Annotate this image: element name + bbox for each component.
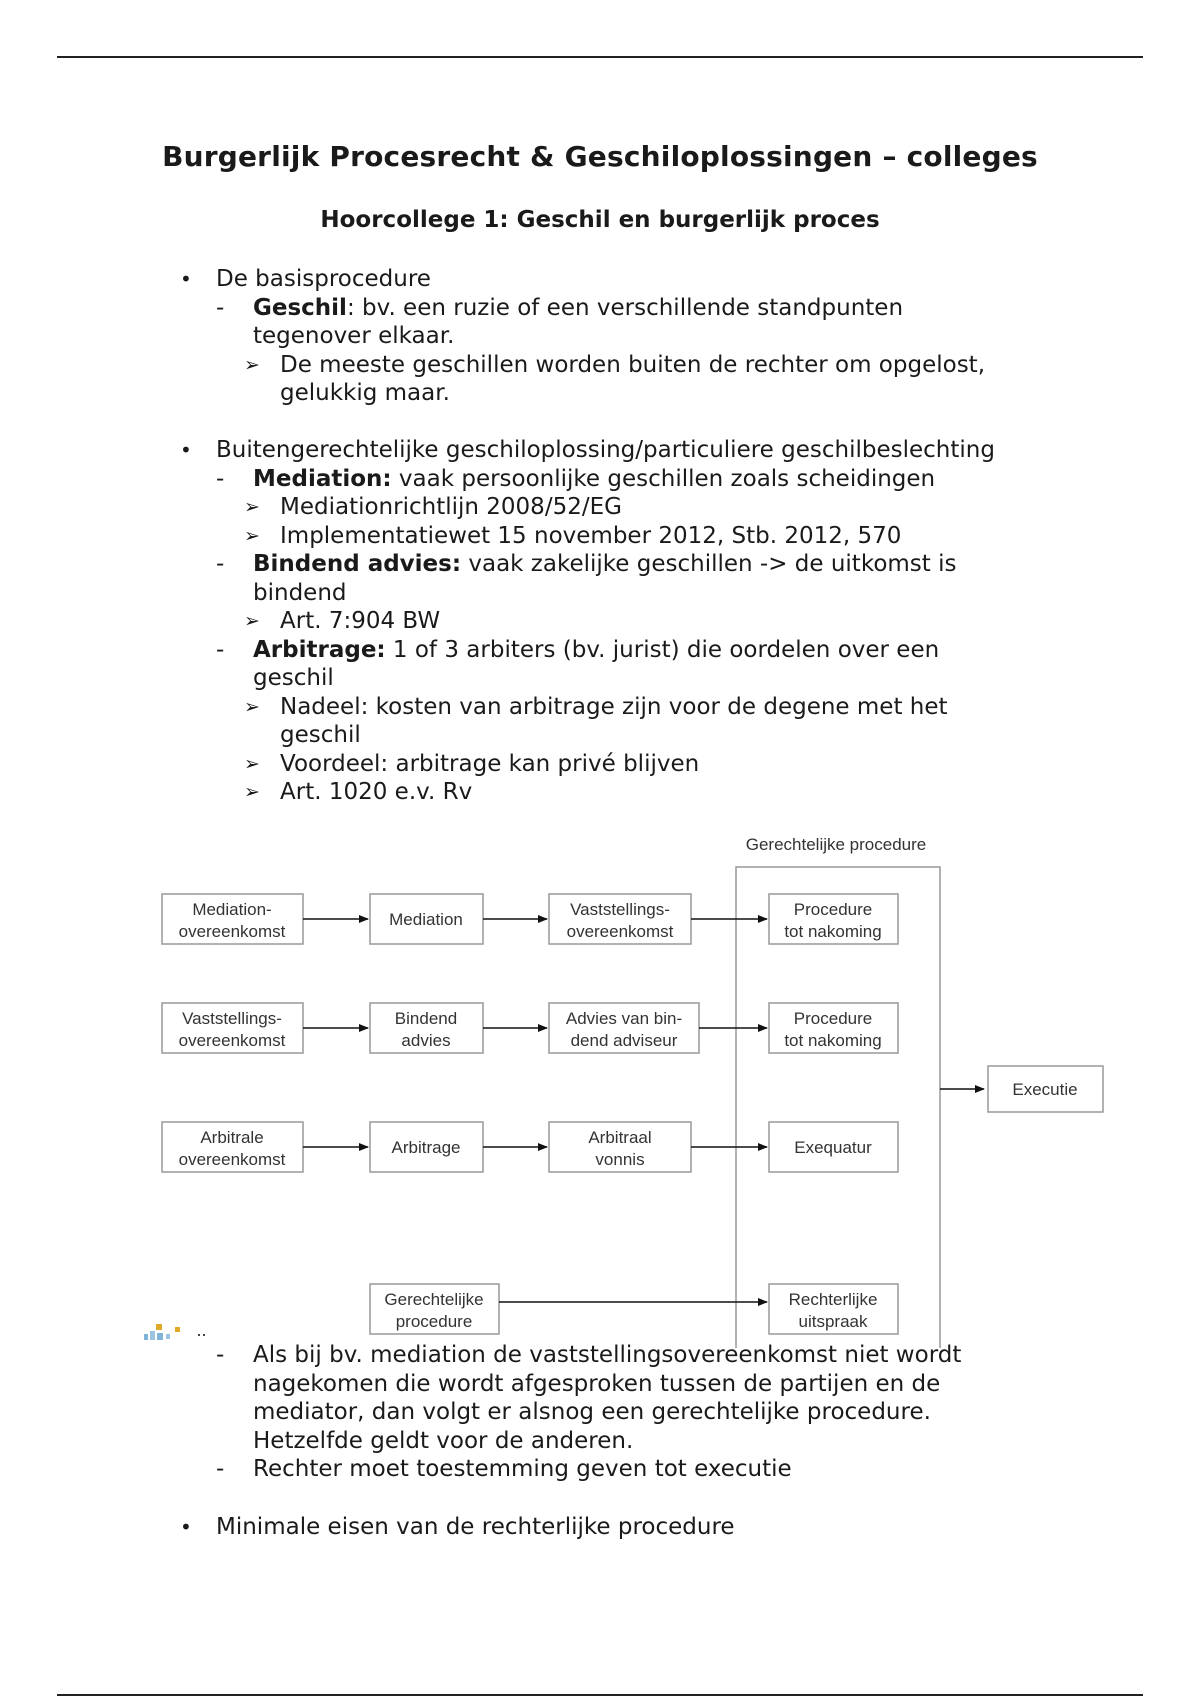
bullet-marker: • (180, 1515, 192, 1539)
svg-text:Exequatur: Exequatur (794, 1138, 872, 1157)
bullet-marker: • (180, 267, 192, 291)
bullet-text: De basisprocedure (216, 266, 431, 292)
definition-text: : bv. een ruzie of een verschillende standpunten (346, 294, 904, 321)
node-vaststellingsovereenkomst-start (162, 1003, 303, 1053)
node-bindend-advies (370, 1003, 483, 1053)
svg-text:Rechterlijke: Rechterlijke (788, 1290, 878, 1309)
svg-text:Advies van bin-: Advies van bin- (565, 1009, 683, 1028)
svg-text:advies: advies (401, 1031, 451, 1050)
list-item (0, 550, 1200, 579)
arrow-marker: ➢ (244, 353, 260, 376)
note-text: Als bij bv. mediation de vaststellingsovereenkomst niet wordt (253, 1342, 962, 1368)
node-arbitrale-overeenkomst (162, 1122, 303, 1172)
definition-text: vaak zakelijke geschillen -> de uitkomst is (461, 551, 957, 577)
node-arbitraal-vonnis (549, 1122, 691, 1172)
dash-marker: - (216, 465, 225, 492)
list-item-continuation (0, 1398, 1200, 1427)
node-vaststellingsovereenkomst (549, 894, 691, 944)
sub-text: Mediationrichtlijn 2008/52/EG (280, 494, 622, 520)
bottom-rule (57, 1694, 1143, 1696)
node-advies-bindend-adviseur (549, 1003, 699, 1053)
svg-text:vonnis: vonnis (595, 1150, 645, 1169)
list-item-continuation (0, 379, 1200, 408)
group-label-gerechtelijke-procedure: Gerechtelijke procedure (745, 835, 927, 854)
svg-text:tot nakoming: tot nakoming (784, 922, 882, 941)
node-rechterlijke-uitspraak (769, 1284, 898, 1334)
arrow-marker: ➢ (244, 496, 260, 518)
arrow-marker: ➢ (244, 695, 260, 718)
svg-text:Vaststellings-: Vaststellings- (182, 1009, 282, 1028)
node-exequatur (769, 1122, 898, 1172)
section-buitengerechtelijk (0, 436, 1200, 807)
list-item-continuation (0, 721, 1200, 750)
svg-text:overeenkomst: overeenkomst (178, 1031, 286, 1050)
arrow-marker: ➢ (244, 610, 260, 632)
dash-marker: - (216, 1342, 225, 1368)
sub-text: Art. 7:904 BW (280, 608, 441, 634)
sub-text: geschil (280, 722, 361, 748)
svg-text:tot nakoming: tot nakoming (784, 1031, 882, 1050)
node-gerechtelijke-procedure (370, 1284, 499, 1334)
node-mediation-overeenkomst (162, 894, 303, 944)
list-item (0, 1455, 1200, 1484)
node-procedure-tot-nakoming-2 (769, 1003, 898, 1053)
dash-marker: - (216, 1456, 225, 1482)
list-item (0, 436, 1200, 465)
svg-text:overeenkomst: overeenkomst (566, 922, 674, 941)
term-arbitrage: Arbitrage: (253, 636, 386, 663)
list-item (0, 351, 1200, 380)
note-text: nagekomen die wordt afgesproken tussen de partijen en de (253, 1370, 941, 1397)
term-mediation: Mediation: (253, 465, 392, 492)
note-text: Hetzelfde geldt voor de anderen. (253, 1427, 634, 1454)
definition-text: vaak persoonlijke geschillen zoals scheidingen (391, 465, 936, 492)
definition-text: 1 of 3 arbiters (bv. jurist) die oordelen over een (385, 636, 940, 663)
note-text: mediator, dan volgt er alsnog een gerechtelijke procedure. (253, 1399, 931, 1425)
list-item-continuation (0, 1370, 1200, 1399)
list-item (0, 1341, 1200, 1370)
dash-marker: - (216, 551, 225, 577)
sub-text: gelukkig maar. (280, 380, 450, 406)
definition-text: tegenover elkaar. (253, 323, 455, 349)
list-item (0, 493, 1200, 522)
definition-text: bindend (253, 579, 347, 606)
svg-text:dend adviseur: dend adviseur (570, 1031, 678, 1050)
list-item (0, 1513, 1200, 1542)
list-item-continuation (0, 1427, 1200, 1456)
bullet-text: Buitengerechtelijke geschiloplossing/particuliere geschilbeslechting (216, 437, 995, 463)
list-item (0, 750, 1200, 779)
svg-text:procedure: procedure (395, 1312, 473, 1331)
node-mediation (370, 894, 483, 944)
arrow-marker: ➢ (244, 781, 260, 803)
list-item (0, 636, 1200, 665)
dash-marker: - (216, 636, 225, 663)
node-procedure-tot-nakoming (769, 894, 898, 944)
svg-text:overeenkomst: overeenkomst (178, 1150, 286, 1169)
list-item-continuation (0, 579, 1200, 608)
svg-text:Arbitrale: Arbitrale (200, 1128, 264, 1147)
sub-text: Voordeel: arbitrage kan privé blijven (280, 750, 700, 777)
svg-text:Mediation: Mediation (389, 910, 463, 929)
list-item (0, 522, 1200, 551)
bullet-marker: • (180, 438, 192, 462)
svg-text:Gerechtelijke: Gerechtelijke (384, 1290, 484, 1309)
node-arbitrage (370, 1122, 483, 1172)
dash-marker: - (216, 294, 225, 321)
list-item (0, 465, 1200, 494)
svg-text:Bindend: Bindend (394, 1009, 458, 1028)
sub-text: Implementatiewet 15 november 2012, Stb. 2012, 570 (280, 522, 902, 549)
term-geschil: Geschil (253, 294, 347, 321)
list-item-continuation (0, 322, 1200, 351)
term-bindend-advies: Bindend advies: (253, 551, 462, 577)
sub-text: Nadeel: kosten van arbitrage zijn voor de degene met het (280, 693, 948, 720)
section-minimale-eisen (0, 1513, 1200, 1542)
sub-text: De meeste geschillen worden buiten de rechter om opgelost, (280, 351, 986, 378)
top-rule (57, 56, 1143, 58)
list-item (0, 265, 1200, 294)
svg-text:Vaststellings-: Vaststellings- (570, 900, 670, 919)
document-title: Burgerlijk Procesrecht & Geschiloplossingen – colleges (162, 140, 1038, 173)
list-item (0, 693, 1200, 722)
list-item (0, 607, 1200, 636)
svg-text:Procedure: Procedure (793, 1009, 873, 1028)
section-diagram-notes (0, 1341, 1200, 1484)
list-item (0, 294, 1200, 323)
procedure-flow-diagram (142, 830, 1108, 1348)
section-basisprocedure (0, 265, 1200, 408)
node-executie (988, 1066, 1103, 1112)
list-item-continuation (0, 664, 1200, 693)
bullet-text: Minimale eisen van de rechterlijke procedure (216, 1514, 735, 1540)
list-item (0, 778, 1200, 807)
svg-text:Executie: Executie (1012, 1080, 1078, 1099)
svg-text:uitspraak: uitspraak (798, 1312, 868, 1331)
arrow-marker: ➢ (244, 524, 260, 547)
arrow-marker: ➢ (244, 752, 260, 775)
svg-text:Arbitrage: Arbitrage (391, 1138, 461, 1157)
lecture-heading: Hoorcollege 1: Geschil en burgerlijk proces (320, 207, 880, 233)
svg-text:Procedure: Procedure (793, 900, 873, 919)
definition-text: geschil (253, 665, 334, 691)
sub-text: Art. 1020 e.v. Rv (280, 779, 473, 805)
note-text: Rechter moet toestemming geven tot executie (253, 1456, 792, 1482)
svg-text:Arbitraal: Arbitraal (588, 1128, 652, 1147)
svg-text:overeenkomst: overeenkomst (178, 922, 286, 941)
svg-text:Mediation-: Mediation- (192, 900, 272, 919)
